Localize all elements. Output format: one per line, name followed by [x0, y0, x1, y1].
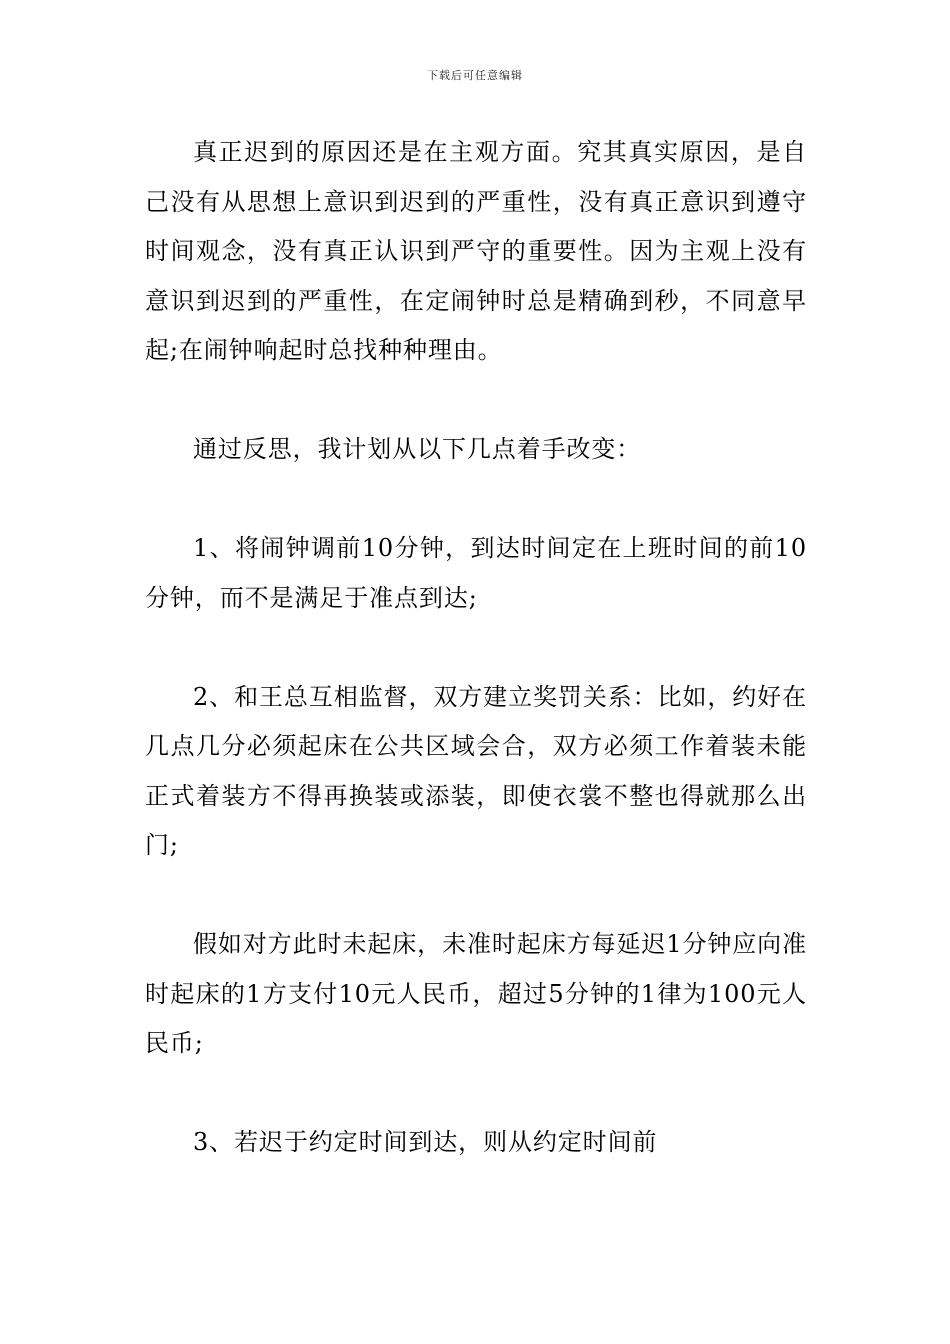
header-note: 下载后可任意编辑 [427, 69, 523, 82]
paragraph-item-2: 2、和王总互相监督，双方建立奖罚关系：比如，约好在几点几分必须起床在公共区域会合，双方必须工作着装未能正式着装方不得再换装或添装，即使衣裳不整也得就那么出门; [145, 682, 807, 859]
paragraph-plan-intro: 通过反思，我计划从以下几点着手改变： [193, 435, 642, 463]
paragraph-penalty: 假如对方此时未起床，未准时起床方每延迟1分钟应向准时起床的1方支付10元人民币，超过5分钟的1律为100元人民币; [145, 930, 807, 1057]
document-body [145, 128, 807, 1168]
paragraph-item-3: 3、若迟于约定时间到达，则从约定时间前 [193, 1128, 658, 1156]
paragraph-reasons: 真正迟到的原因还是在主观方面。究其真实原因，是自己没有从思想上意识到迟到的严重性，没有真正意识到遵守时间观念，没有真正认识到严守的重要性。因为主观上没有意识到迟到的严重性，在定闹钟时总是精确到秒，不同意早起;在闹钟响起时总找种种理由。 [145, 138, 807, 364]
paragraph-item-1: 1、将闹钟调前10分钟，到达时间定在上班时间的前10分钟，而不是满足于准点到达; [145, 534, 807, 612]
